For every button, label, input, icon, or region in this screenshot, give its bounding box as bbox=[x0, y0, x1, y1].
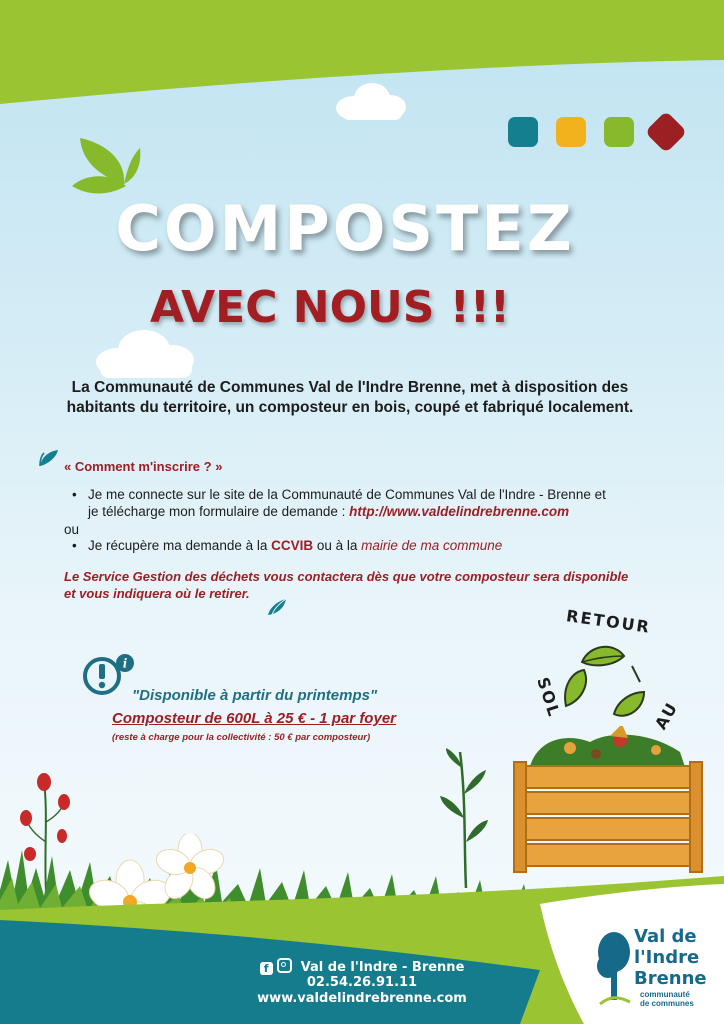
svg-text:i: i bbox=[122, 656, 128, 671]
facebook-icon[interactable]: f bbox=[260, 962, 273, 975]
logo-val-de-lindre-brenne bbox=[596, 924, 712, 1014]
howto-bullets bbox=[68, 486, 698, 520]
logo-line-1: Val de bbox=[634, 926, 697, 947]
price-text: Composteur de 600L à 25 € - 1 par foyer bbox=[112, 710, 396, 727]
intro-text bbox=[20, 378, 680, 418]
tree-logo-icon bbox=[596, 930, 632, 1006]
footer-phone: 02.54.26.91.11 bbox=[306, 975, 418, 990]
howto-bullets-2 bbox=[68, 537, 698, 554]
bullet1-text2: je télécharge mon formulaire de demande : bbox=[88, 504, 350, 519]
cloud-top bbox=[332, 80, 408, 122]
ccvib-text: CCVIB bbox=[271, 538, 314, 553]
bullet1-text: Je me connecte sur le site de la Communauté de Communes Val de l'Indre - Brenne et bbox=[88, 487, 606, 502]
leaf-icon-top bbox=[68, 134, 144, 200]
service-line-2: et vous indiquera où le retirer. bbox=[64, 586, 250, 601]
intro-line-2: habitants du territoire, un composteur en bois, coupé et fabriqué localement. bbox=[66, 399, 634, 416]
title-compostez: COMPOSTEZ bbox=[115, 192, 575, 265]
logo-line-2: l'Indre bbox=[634, 947, 700, 968]
footer-website[interactable]: www.valdelindrebrenne.com bbox=[257, 991, 467, 1006]
remaining-cost-text: (reste à charge pour la collectivité : 50 € par composteur) bbox=[112, 732, 371, 743]
or-text: ou bbox=[64, 522, 80, 537]
square-yellow bbox=[556, 117, 586, 147]
service-line-1: Le Service Gestion des déchets vous contactera dès que votre composteur sera disponible bbox=[64, 569, 629, 584]
social-handle: Val de l'Indre - Brenne bbox=[300, 960, 465, 975]
bullet2-text: Je récupère ma demande à la bbox=[88, 538, 272, 553]
cloud-left bbox=[92, 328, 196, 380]
info-icon bbox=[82, 652, 138, 698]
recycle-icon bbox=[560, 636, 650, 726]
website-link[interactable]: http://www.valdelindrebrenne.com bbox=[349, 504, 570, 519]
intro-line-1: La Communauté de Communes Val de l'Indre Brenne, met à disposition des bbox=[71, 379, 629, 396]
mairie-text: mairie de ma commune bbox=[361, 538, 503, 553]
cycle-word-au: AU bbox=[650, 698, 682, 733]
service-text bbox=[64, 568, 704, 602]
logo-sub-2: de communes bbox=[640, 999, 694, 1008]
leaf-icon-small-1 bbox=[38, 448, 60, 468]
logo-sub-1: communauté bbox=[640, 990, 690, 999]
instagram-icon[interactable] bbox=[277, 958, 292, 973]
square-teal bbox=[508, 117, 538, 147]
bullet2-mid: ou à la bbox=[313, 538, 362, 553]
bullet-website bbox=[68, 486, 698, 520]
howto-heading: « Comment m'inscrire ? » bbox=[64, 459, 223, 474]
title-avec-nous: AVEC NOUS !!! bbox=[150, 282, 510, 333]
logo-line-3: Brenne bbox=[634, 968, 707, 989]
availability-text: "Disponible à partir du printemps" bbox=[132, 687, 378, 704]
cycle-word-sol: SOL bbox=[533, 674, 565, 721]
bullet-mairie bbox=[68, 537, 698, 554]
square-green bbox=[604, 117, 634, 147]
square-red bbox=[645, 111, 687, 153]
cycle-word-retour: RETOUR bbox=[565, 606, 652, 637]
